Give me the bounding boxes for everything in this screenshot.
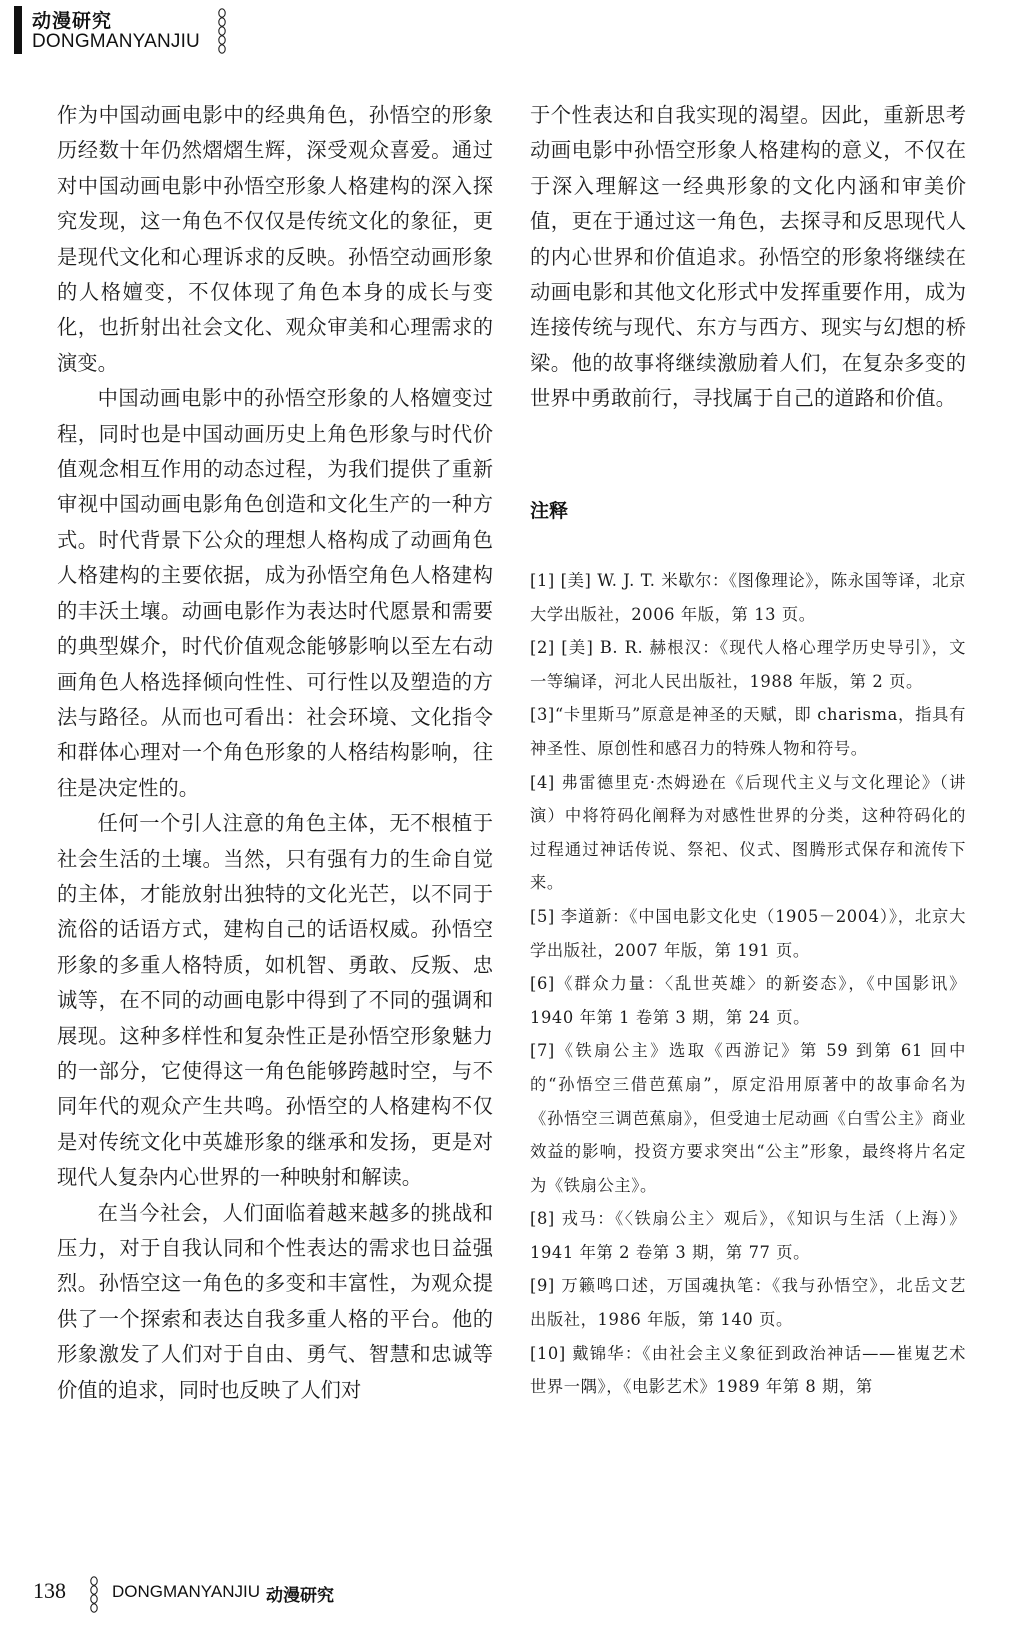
header-bar [14, 6, 22, 54]
notes-heading: 注释 [530, 500, 569, 522]
right-column [530, 98, 966, 417]
note-item: [8] 戎马：《〈铁扇公主〉观后》，《知识与生活（上海）》1941 年第 2 卷第 3 期，第 77 页。 [530, 1209, 966, 1262]
footer-journal-en: DONGMANYANJIU [112, 1582, 260, 1601]
left-column [57, 98, 493, 1408]
note-item: [4] 弗雷德里克·杰姆逊在《后现代主义与文化理论》（讲演）中将符码化阐释为对感性世界的分类，这种符码化的过程通过神话传说、祭祀、仪式、图腾形式保存和流传下来。 [530, 772, 966, 893]
page-number: 138 [33, 1578, 66, 1603]
note-item: [10] 戴锦华：《由社会主义象征到政治神话——崔嵬艺术世界一隅》，《电影艺术》1989 年第 8 期，第 [530, 1343, 966, 1397]
note-item: [3]“卡里斯马”原意是神圣的天赋，即 charisma，指具有神圣性、原创性和感召力的特殊人物和符号。 [530, 705, 966, 758]
note-item: [2] [美] B. R. 赫根汉：《现代人格心理学历史导引》，文一等编译，河北人民出版社，1988 年版，第 2 页。 [530, 638, 966, 691]
footer-journal-cn: 动漫研究 [266, 1586, 334, 1606]
note-item: [9] 万籁鸣口述，万国魂执笔：《我与孙悟空》，北岳文艺出版社，1986 年版，第 140 页。 [530, 1276, 966, 1330]
note-item: [7]《铁扇公主》选取《西游记》第 59 到第 61 回中的“孙悟空三借芭蕉扇”，原定沿用原著中的故事命名为《孙悟空三调芭蕉扇》，但受迪士尼动画《白雪公主》商业效益的影响，投资方要求突出“公主”形象，最终将片名定为《铁扇公主》。 [530, 1041, 966, 1195]
running-header [0, 0, 1024, 64]
running-footer [0, 1576, 1024, 1616]
note-item: [1] [美] W. J. T. 米歇尔：《图像理论》，陈永国等译，北京大学出版社，2006 年版，第 13 页。 [530, 571, 966, 624]
body-paragraph: 在当今社会，人们面临着越来越多的挑战和压力，对于自我认同和个性表达的需求也日益强烈。孙悟空这一角色的多变和丰富性，为观众提供了一个探索和表达自我多重人格的平台。他的形象激发了人们对于自由、勇气、智慧和忠诚等价值的追求，同时也反映了人们对 [57, 1200, 493, 1402]
journal-title-cn: 动漫研究 [32, 10, 113, 32]
note-item: [5] 李道新：《中国电影文化史（1905－2004）》，北京大学出版社，2007 年版，第 191 页。 [530, 906, 966, 960]
chain-ornament-icon [88, 1576, 100, 1622]
body-paragraph: 中国动画电影中的孙悟空形象的人格嬗变过程，同时也是中国动画历史上角色形象与时代价值观念相互作用的动态过程，为我们提供了重新审视中国动画电影角色创造和文化生产的一种方式。时代背景下公众的理想人格构成了动画角色人格建构的主要依据，成为孙悟空角色人格建构的丰沃土壤。动画电影作为表达时代愿景和需要的典型媒介，时代价值观念能够影响以至左右动画角色人格选择倾向性性、可行性以及塑造的方法与路径。从而也可看出：社会环境、文化指令和群体心理对一个角色形象的人格结构影响，往往是决定性的。 [57, 386, 493, 800]
note-item: [6]《群众力量：〈乱世英雄〉的新姿态》，《中国影讯》1940 年第 1 卷第 3 期，第 24 页。 [530, 974, 966, 1027]
journal-title-en: DONGMANYANJIU [32, 31, 200, 52]
chain-ornament-icon [216, 8, 228, 54]
body-paragraph: 于个性表达和自我实现的渴望。因此，重新思考动画电影中孙悟空形象人格建构的意义，不仅在于深入理解这一经典形象的文化内涵和审美价值，更在于通过这一角色，去探寻和反思现代人的内心世界和价值追求。孙悟空的形象将继续在动画电影和其他文化形式中发挥重要作用，成为连接传统与现代、东方与西方、现实与幻想的桥梁。他的故事将继续激励着人们，在复杂多变的世界中勇敢前行，寻找属于自己的道路和价值。 [530, 103, 966, 411]
body-paragraph: 作为中国动画电影中的经典角色，孙悟空的形象历经数十年仍然熠熠生辉，深受观众喜爱。通过对中国动画电影中孙悟空形象人格建构的深入探究发现，这一角色不仅仅是传统文化的象征，更是现代文化和心理诉求的反映。孙悟空动画形象的人格嬗变，不仅体现了角色本身的成长与变化，也折射出社会文化、观众审美和心理需求的演变。 [57, 103, 493, 375]
body-paragraph: 任何一个引人注意的角色主体，无不根植于社会生活的土壤。当然，只有强有力的生命自觉的主体，才能放射出独特的文化光芒，以不同于流俗的话语方式，建构自己的话语权威。孙悟空形象的多重人格特质，如机智、勇敢、反叛、忠诚等，在不同的动画电影中得到了不同的强调和展现。这种多样性和复杂性正是孙悟空形象魅力的一部分，它使得这一角色能够跨越时空，与不同年代的观众产生共鸣。孙悟空的人格建构不仅是对传统文化中英雄形象的继承和发扬，更是对现代人复杂内心世界的一种映射和解读。 [57, 811, 493, 1190]
notes-list [530, 564, 966, 1404]
